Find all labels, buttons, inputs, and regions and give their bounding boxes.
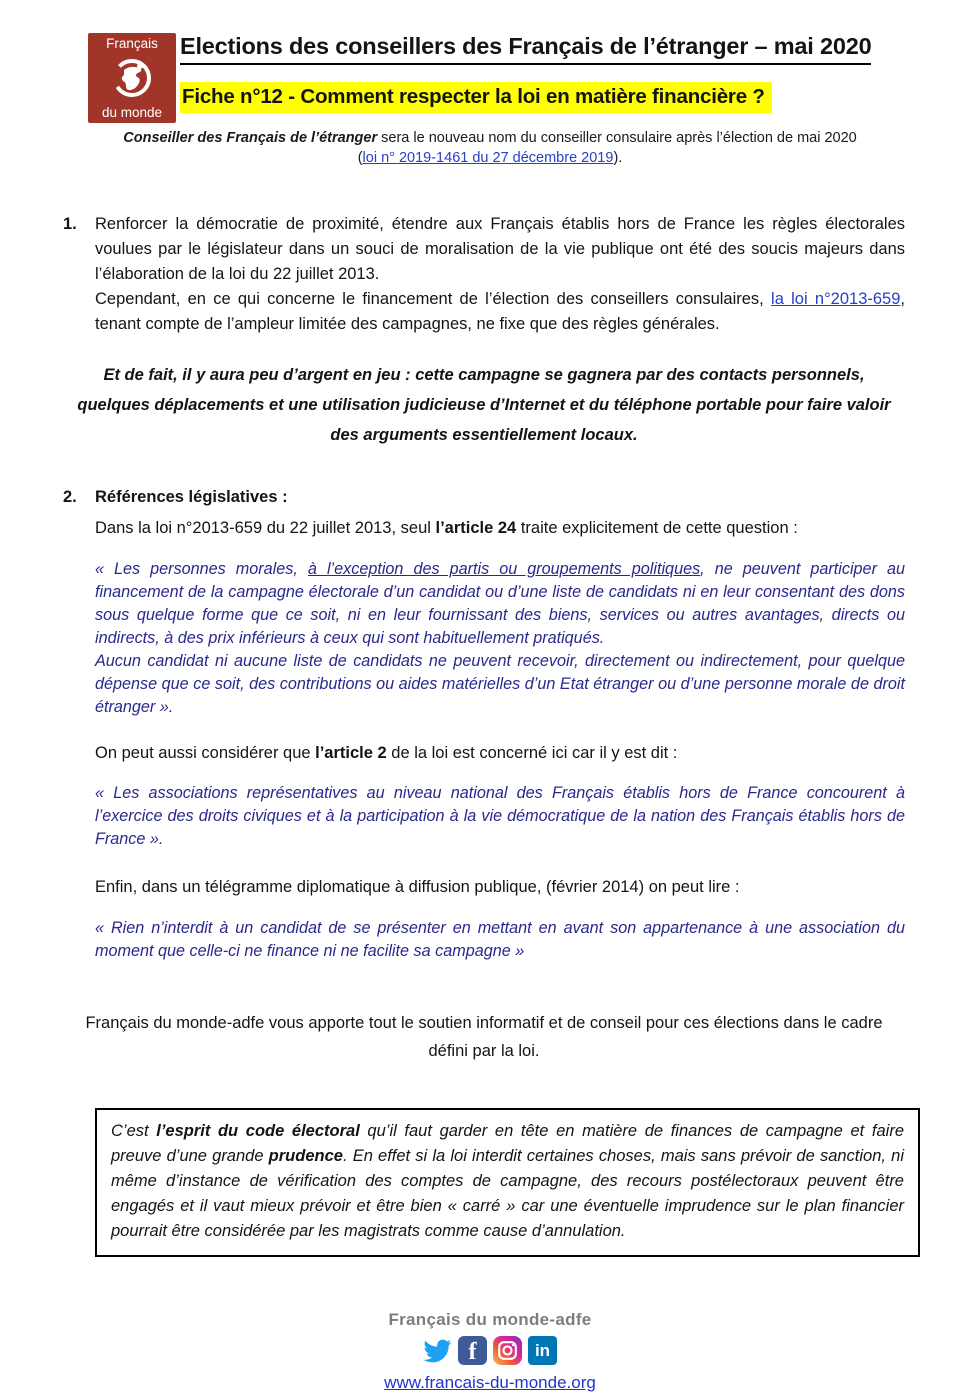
title-block xyxy=(180,33,980,113)
article-24-intro xyxy=(95,516,905,541)
quote-rest: , ne peuvent participer au financement de la campagne électorale d’un candidat ou d’une liste de candidats ni en leur consentant des dons sous quelque forme que ce soit, ni en leur fournissant des biens, services ou autres avantages, directs ou indirects, à des prix inférieurs à ceux qui sont habituellement pratiqués. xyxy=(95,559,905,647)
footer-org-name: Français du monde-adfe xyxy=(388,1309,592,1329)
linkedin-icon[interactable]: in xyxy=(528,1336,557,1365)
section-1-paragraph-2 xyxy=(95,287,905,337)
logo-text-bottom: du monde xyxy=(101,105,163,120)
article-2-bold: l’article 2 xyxy=(315,743,387,762)
notice-paren-close: ). xyxy=(613,150,623,166)
instagram-icon[interactable] xyxy=(493,1336,522,1365)
section-1-number: 1. xyxy=(63,215,77,233)
notice-paren-open: ( xyxy=(357,150,363,166)
article-2-intro xyxy=(95,741,905,766)
loi-2019-1461-link[interactable]: loi n° 2019-1461 du 27 décembre 2019 xyxy=(362,150,614,166)
logo-text-top: Français xyxy=(106,36,158,51)
article-24-bold: l’article 24 xyxy=(435,519,517,537)
twitter-icon[interactable] xyxy=(423,1336,452,1365)
website-link[interactable]: www.francais-du-monde.org xyxy=(384,1372,596,1392)
box-text-end: . En effet si la loi interdit certaines choses, mais sans prévoir de sanction, ni même d’instance de vérification des comptes de campagne, des recours postélectoraux peuvent être engagés et il vaut mieux prévoir et être bien « carré » car une éventuelle imprudence sur le plan financier pourrait être considérée par les magistrats comme cause d’annulation. xyxy=(111,1146,904,1240)
box-text-mid: qu’il faut garder en tête en matière de finances de campagne et faire preuve d’une grande xyxy=(111,1121,904,1165)
intro-text: Dans la loi n°2013-659 du 22 juillet 2013, seul xyxy=(95,519,436,537)
quote-underlined-exception: à l’exception des partis ou groupements politiques xyxy=(307,559,701,578)
notice-lead-text: Conseiller des Français de l’étranger xyxy=(123,130,378,146)
campaign-callout: Et de fait, il y aura peu d’argent en jeu : cette campagne se gagnera par des contacts personnels, quelques déplacements et une utilisation judicieuse d’Internet et du téléphone portable pour faire valoir des arguments essentiellement locaux. xyxy=(77,366,891,444)
facebook-icon[interactable]: f xyxy=(458,1336,487,1365)
notice-rest-text: sera le nouveau nom du conseiller consulaire après l’élection de mai 2020 xyxy=(377,130,857,146)
quote-1-part-1 xyxy=(95,558,905,650)
telegram-intro: Enfin, dans un télégramme diplomatique à diffusion publique, (février 2014) on peut lire : xyxy=(95,878,740,896)
support-statement: Français du monde-adfe vous apporte tout le soutien informatif et de conseil pour ces élections dans le cadre défini par la loi. xyxy=(85,1013,883,1060)
article-24-quote xyxy=(95,558,905,719)
section-2-title: Références législatives : xyxy=(95,488,288,506)
social-icons-row xyxy=(0,1335,980,1367)
box-text: C’est xyxy=(111,1121,157,1140)
intro-text-end: traite explicitement de cette question : xyxy=(516,519,798,537)
rename-notice xyxy=(0,128,980,168)
electoral-code-box xyxy=(95,1108,920,1257)
fiche-subtitle: Fiche n°12 - Comment respecter la loi en matière financière ? xyxy=(180,82,772,113)
document-footer xyxy=(0,1310,980,1393)
paragraph-2-text-end: , tenant compte de l’ampleur limitée des campagnes, ne fixe que des règles générales. xyxy=(95,290,906,333)
section-1-paragraph-1: Renforcer la démocratie de proximité, étendre aux Français établis hors de France les règles électorales voulues par le législateur dans un souci de moralisation de la vie publique ont été des soucis majeurs dans l’élaboration de la loi du 22 juillet 2013. xyxy=(95,215,905,283)
article-2-quote: « Les associations représentatives au niveau national des Français établis hors de France concourent à l’exercice des droits civiques et à la participation à la vie démocratique de la nation des Français établis hors de France ». xyxy=(95,784,905,848)
paragraph-2-text: Cependant, en ce qui concerne le financement de l’élection des conseillers consulaires, xyxy=(95,290,772,308)
section-2-heading xyxy=(63,488,905,507)
article-2-text: On peut aussi considérer que xyxy=(95,743,316,762)
document-body xyxy=(63,212,905,1065)
box-bold-esprit: l’esprit du code électoral xyxy=(156,1121,360,1140)
page-title: Elections des conseillers des Français de l’étranger – mai 2020 xyxy=(180,33,871,65)
globe-icon xyxy=(110,56,154,100)
loi-2013-659-link[interactable]: la loi n°2013-659 xyxy=(771,290,901,308)
document-header xyxy=(0,0,980,173)
telegram-quote: « Rien n’interdit à un candidat de se présenter en mettant en avant son appartenance à une association du moment que celle-ci ne finance ni ne facilite sa campagne » xyxy=(95,918,905,960)
francais-du-monde-logo xyxy=(88,33,176,123)
article-2-text-end: de la loi est concerné ici car il y est dit : xyxy=(386,743,678,762)
section-2-number: 2. xyxy=(63,488,77,506)
quote-1-part-2: Aucun candidat ni aucune liste de candidats ne peuvent recevoir, directement ou indirectement, pour quelque dépense que ce soit, des contributions ou aides matérielles d’un Etat étranger ou d’une personne morale de droit étranger ». xyxy=(95,651,905,716)
box-bold-prudence: prudence xyxy=(268,1146,343,1165)
section-1 xyxy=(63,212,905,337)
quote-open: « Les personnes morales, xyxy=(95,559,308,578)
